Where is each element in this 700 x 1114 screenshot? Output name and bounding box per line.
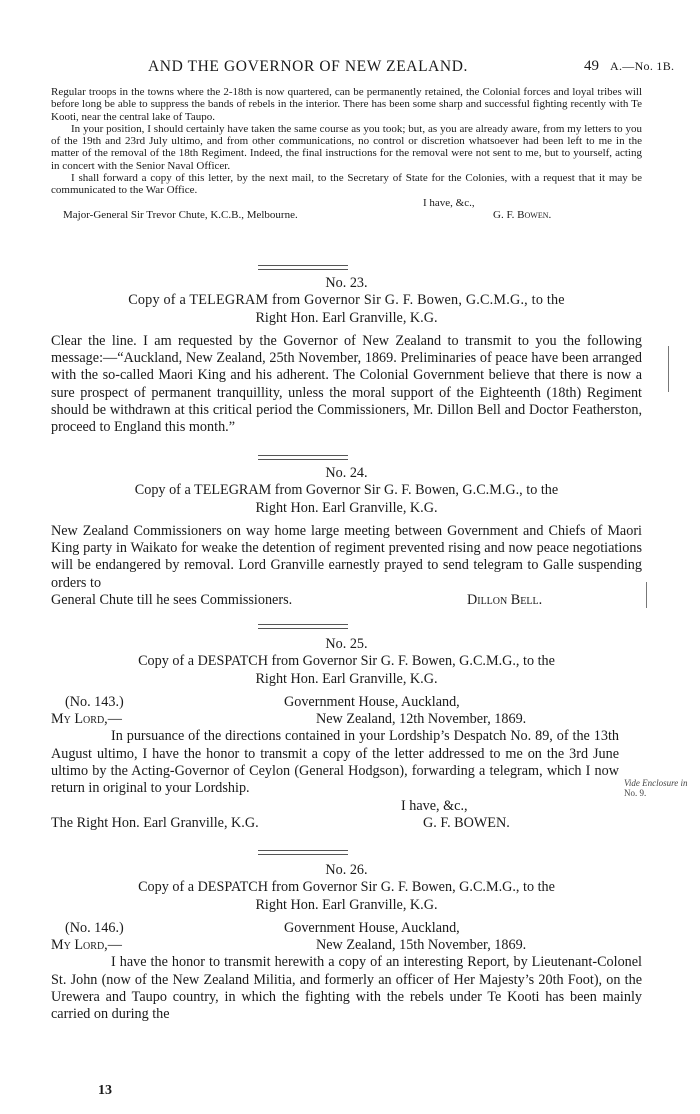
- salutation-row: [51, 937, 642, 954]
- ref-row: [51, 920, 642, 937]
- section-heading: Right Hon. Earl Granville, K.G.: [255, 670, 438, 687]
- section-no-26: [51, 862, 642, 1024]
- salutation: My Lord,—: [51, 937, 122, 954]
- section-no-24: [51, 465, 642, 609]
- section-heading: Copy of a TELEGRAM from Governor Sir G. F. Bowen, G.C.M.G., to the: [134, 482, 559, 499]
- closing-row: [51, 798, 642, 815]
- signature: Dillon Bell.: [467, 592, 543, 609]
- signature-row: [51, 815, 642, 832]
- margin-mark: [646, 582, 647, 608]
- section-no-23: [51, 275, 642, 437]
- section-divider: [258, 265, 348, 270]
- last-line: General Chute till he sees Commissioners.: [51, 592, 293, 609]
- signature-mark: 13: [98, 1083, 112, 1098]
- section-heading: Right Hon. Earl Granville, K.G.: [255, 499, 438, 516]
- section-heading: Right Hon. Earl Granville, K.G.: [255, 896, 438, 913]
- section-heading: Copy of a DESPATCH from Governor Sir G. F. Bowen, G.C.M.G., to the: [138, 653, 555, 670]
- letter-continuation: [51, 86, 642, 221]
- despatch-body: In pursuance of the directions contained in your Lordship’s Despatch No. 89, of the 13th August ultimo, I have the honor to transmit a copy of the letter addressed to me on the 3rd June ultimo by the Acting-Governor of Ceylon (General Hodgson), forwarding a telegram, which I now return in original to your Lordship.: [51, 728, 619, 797]
- section-divider: [258, 455, 348, 460]
- paragraph: I shall forward a copy of this letter, by the next mail, to the Secretary of State for the Colonies, with a request that it may be communicated to the War Office.: [51, 172, 642, 197]
- addressee-row: [51, 209, 642, 221]
- section-no-25: [51, 636, 642, 832]
- salutation-row: [51, 711, 642, 728]
- section-divider: [258, 624, 348, 629]
- side-note: Vide Enclosure in No. 9.: [624, 778, 688, 798]
- despatch-body: I have the honor to transmit herewith a copy of an interesting Report, by Lieutenant-Colonel St. John (now of the New Zealand Militia, and formerly an officer of Her Majesty’s 20th Foot), on the Urewera and Taupo country, in which the fighting with the rebels under Te Kooti has been mainly carried on during the: [51, 954, 642, 1023]
- signature: G. F. Bowen.: [493, 208, 552, 221]
- paragraph: In your position, I should certainly have taken the same course as you took; but, as you are already aware, from my letters to you of the 19th and 23rd July ultimo, and from other communications, no control or discretion whatsoever had been left to me in the matter of the removal of the 18th Regiment. Indeed, the final instructions for the removal were not sent to me, but to yourself, acting in concert with the Senior Naval Officer.: [51, 122, 642, 172]
- telegram-body: New Zealand Commissioners on way home large meeting between Government and Chiefs of Maori King party in Waikato for weake the detention of regiment prevented rising and now peace negotiations will be endangered by removal. Lord Granville earnestly prayed to send telegram to Galle suspending orders to: [51, 522, 642, 591]
- running-header: [0, 58, 700, 78]
- telegram-body: Clear the line. I am requested by the Governor of New Zealand to transmit to you the following message:—“Auckland, New Zealand, 25th November, 1869. Preliminaries of peace have been arranged with the so-called Maori King and his adherent. The Colonial Government believe that there is now a sure prospect of permanent tranquillity, unless the moral support of the Eighteenth (18th) Regiment should be withdrawn at this critical period the Commissioners, Mr. Dillon Bell and Doctor Featherston, proceed to England this month.”: [51, 332, 642, 436]
- section-heading: Right Hon. Earl Granville, K.G.: [255, 309, 438, 326]
- header-page-number: 49: [584, 58, 599, 74]
- section-number: No. 23.: [325, 275, 368, 291]
- header-reference: A.—No. 1B.: [610, 59, 675, 73]
- salutation: My Lord,—: [51, 711, 122, 728]
- section-number: No. 25.: [325, 636, 368, 652]
- ref-row: [51, 694, 642, 711]
- paragraph: Regular troops in the towns where the 2-18th is now quartered, can be permanently retained, the Colonial forces and loyal tribes will before long be able to suppress the bands of rebels in the interior. There has been some sharp and successful fighting recently with Te Kooti, near the central lake of Taupo.: [51, 86, 642, 123]
- margin-mark: [668, 346, 669, 392]
- closing: I have, &c.,: [401, 797, 468, 814]
- section-heading: Copy of a DESPATCH from Governor Sir G. F. Bowen, G.C.M.G., to the: [138, 879, 555, 896]
- despatch-ref: (No. 143.): [65, 693, 124, 710]
- closing-row: [51, 197, 642, 209]
- signature: G. F. BOWEN.: [423, 814, 510, 831]
- place: Government House, Auckland,: [284, 693, 460, 710]
- date: New Zealand, 15th November, 1869.: [316, 937, 527, 954]
- header-title: AND THE GOVERNOR OF NEW ZEALAND.: [148, 58, 468, 75]
- section-number: No. 24.: [325, 465, 368, 481]
- telegram-last-row: [51, 592, 642, 609]
- section-number: No. 26.: [325, 862, 368, 878]
- section-divider: [258, 850, 348, 855]
- section-heading: Copy of a TELEGRAM from Governor Sir G. F. Bowen, G.C.M.G., to the: [128, 292, 565, 309]
- addressee: The Right Hon. Earl Granville, K.G.: [51, 814, 259, 831]
- addressee: Major-General Sir Trevor Chute, K.C.B., Melbourne.: [63, 208, 298, 221]
- closing: I have, &c.,: [423, 196, 475, 209]
- place: Government House, Auckland,: [284, 919, 460, 936]
- despatch-ref: (No. 146.): [65, 919, 124, 936]
- date: New Zealand, 12th November, 1869.: [316, 711, 527, 728]
